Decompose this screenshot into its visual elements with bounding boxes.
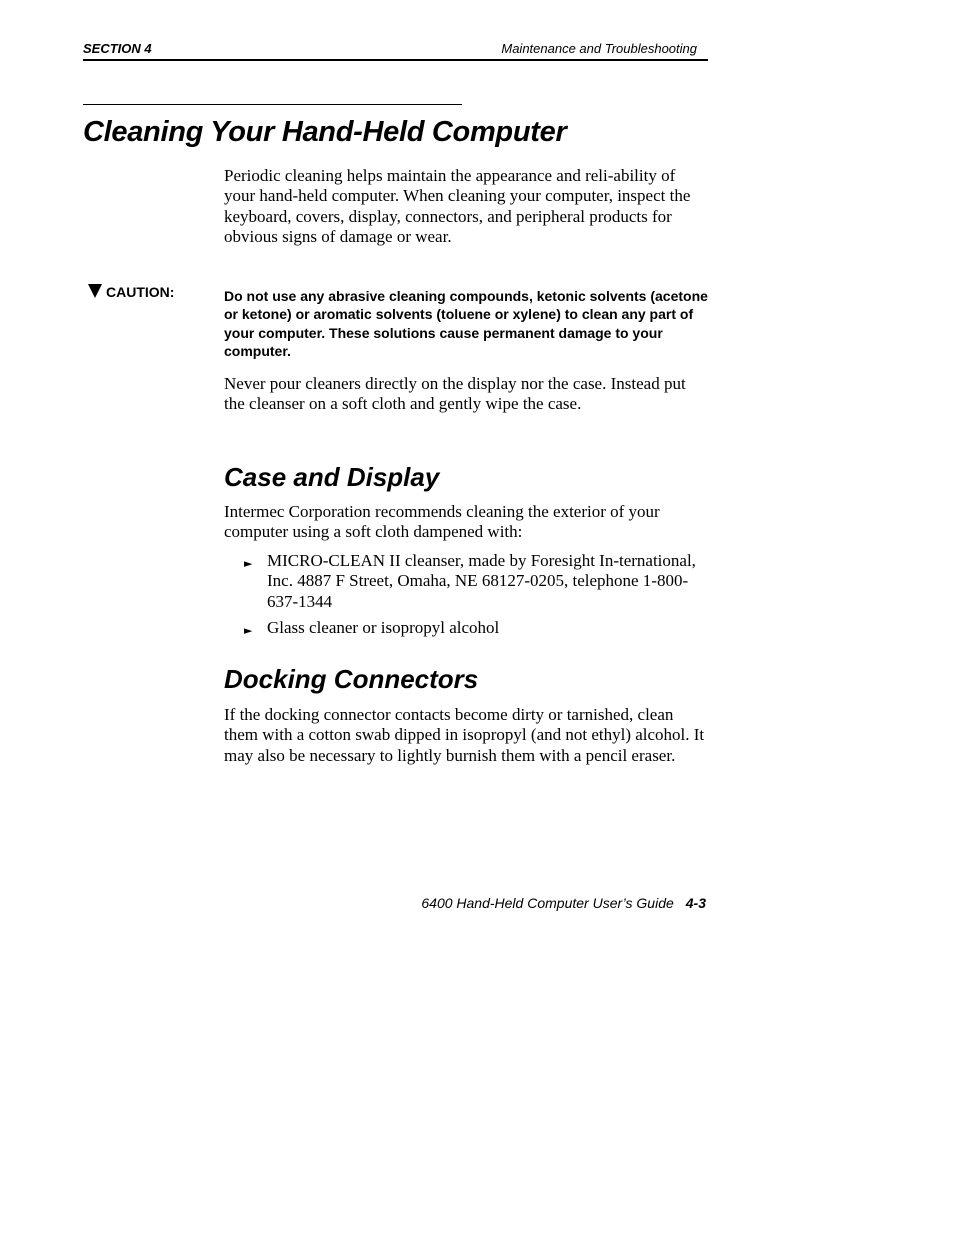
- caution-label-text: CAUTION:: [106, 284, 175, 300]
- page-title: Cleaning Your Hand-Held Computer: [83, 116, 567, 148]
- caution-triangle-icon: [88, 284, 102, 298]
- docking-connectors-heading: Docking Connectors: [224, 664, 479, 694]
- cleaner-list: [244, 551, 704, 644]
- page-number: 4-3: [685, 895, 706, 911]
- section-label: SECTION 4: [83, 41, 152, 56]
- page-header: [83, 39, 708, 61]
- caution-label: [88, 283, 174, 301]
- list-item: [244, 618, 704, 638]
- list-item-text: Glass cleaner or isopropyl alcohol: [267, 617, 500, 637]
- title-rule: [83, 104, 462, 105]
- case-display-paragraph: Intermec Corporation recommends cleaning the exterior of your computer using a soft cloth dampened with:: [224, 502, 660, 542]
- case-display-heading: Case and Display: [224, 462, 440, 492]
- pour-note-paragraph: Never pour cleaners directly on the display nor the case. Instead put the cleanser on a soft cloth and gently wipe the case.: [224, 374, 686, 414]
- intro-paragraph: Periodic cleaning helps maintain the appearance and reli-ability of your hand-held computer. When cleaning your computer, inspect the keyboard, covers, display, connectors, and peripheral products for obvious signs of damage or wear.: [224, 166, 691, 246]
- chapter-title: Maintenance and Troubleshooting: [501, 41, 697, 56]
- list-item-text: MICRO-CLEAN II cleanser, made by Foresight In-ternational, Inc. 4887 F Street, Omaha, NE 68127-0205, telephone 1-800-637-1344: [267, 551, 696, 611]
- list-item: [244, 551, 704, 612]
- guide-title: 6400 Hand-Held Computer User’s Guide: [421, 895, 674, 911]
- bullet-arrow-icon: ►: [244, 557, 253, 570]
- docking-connectors-paragraph: If the docking connector contacts become dirty or tarnished, clean them with a cotton swab dipped in isopropyl (and not ethyl) alcohol. It may also be necessary to lightly burnish them with a pencil eraser.: [224, 705, 705, 765]
- caution-text: Do not use any abrasive cleaning compounds, ketonic solvents (acetone or ketone) or aromatic solvents (toluene or xylene) to clean any part of your computer. These solutions cause permanent damage to your computer.: [224, 288, 708, 360]
- page-footer: [300, 894, 706, 912]
- bullet-arrow-icon: ►: [244, 623, 253, 637]
